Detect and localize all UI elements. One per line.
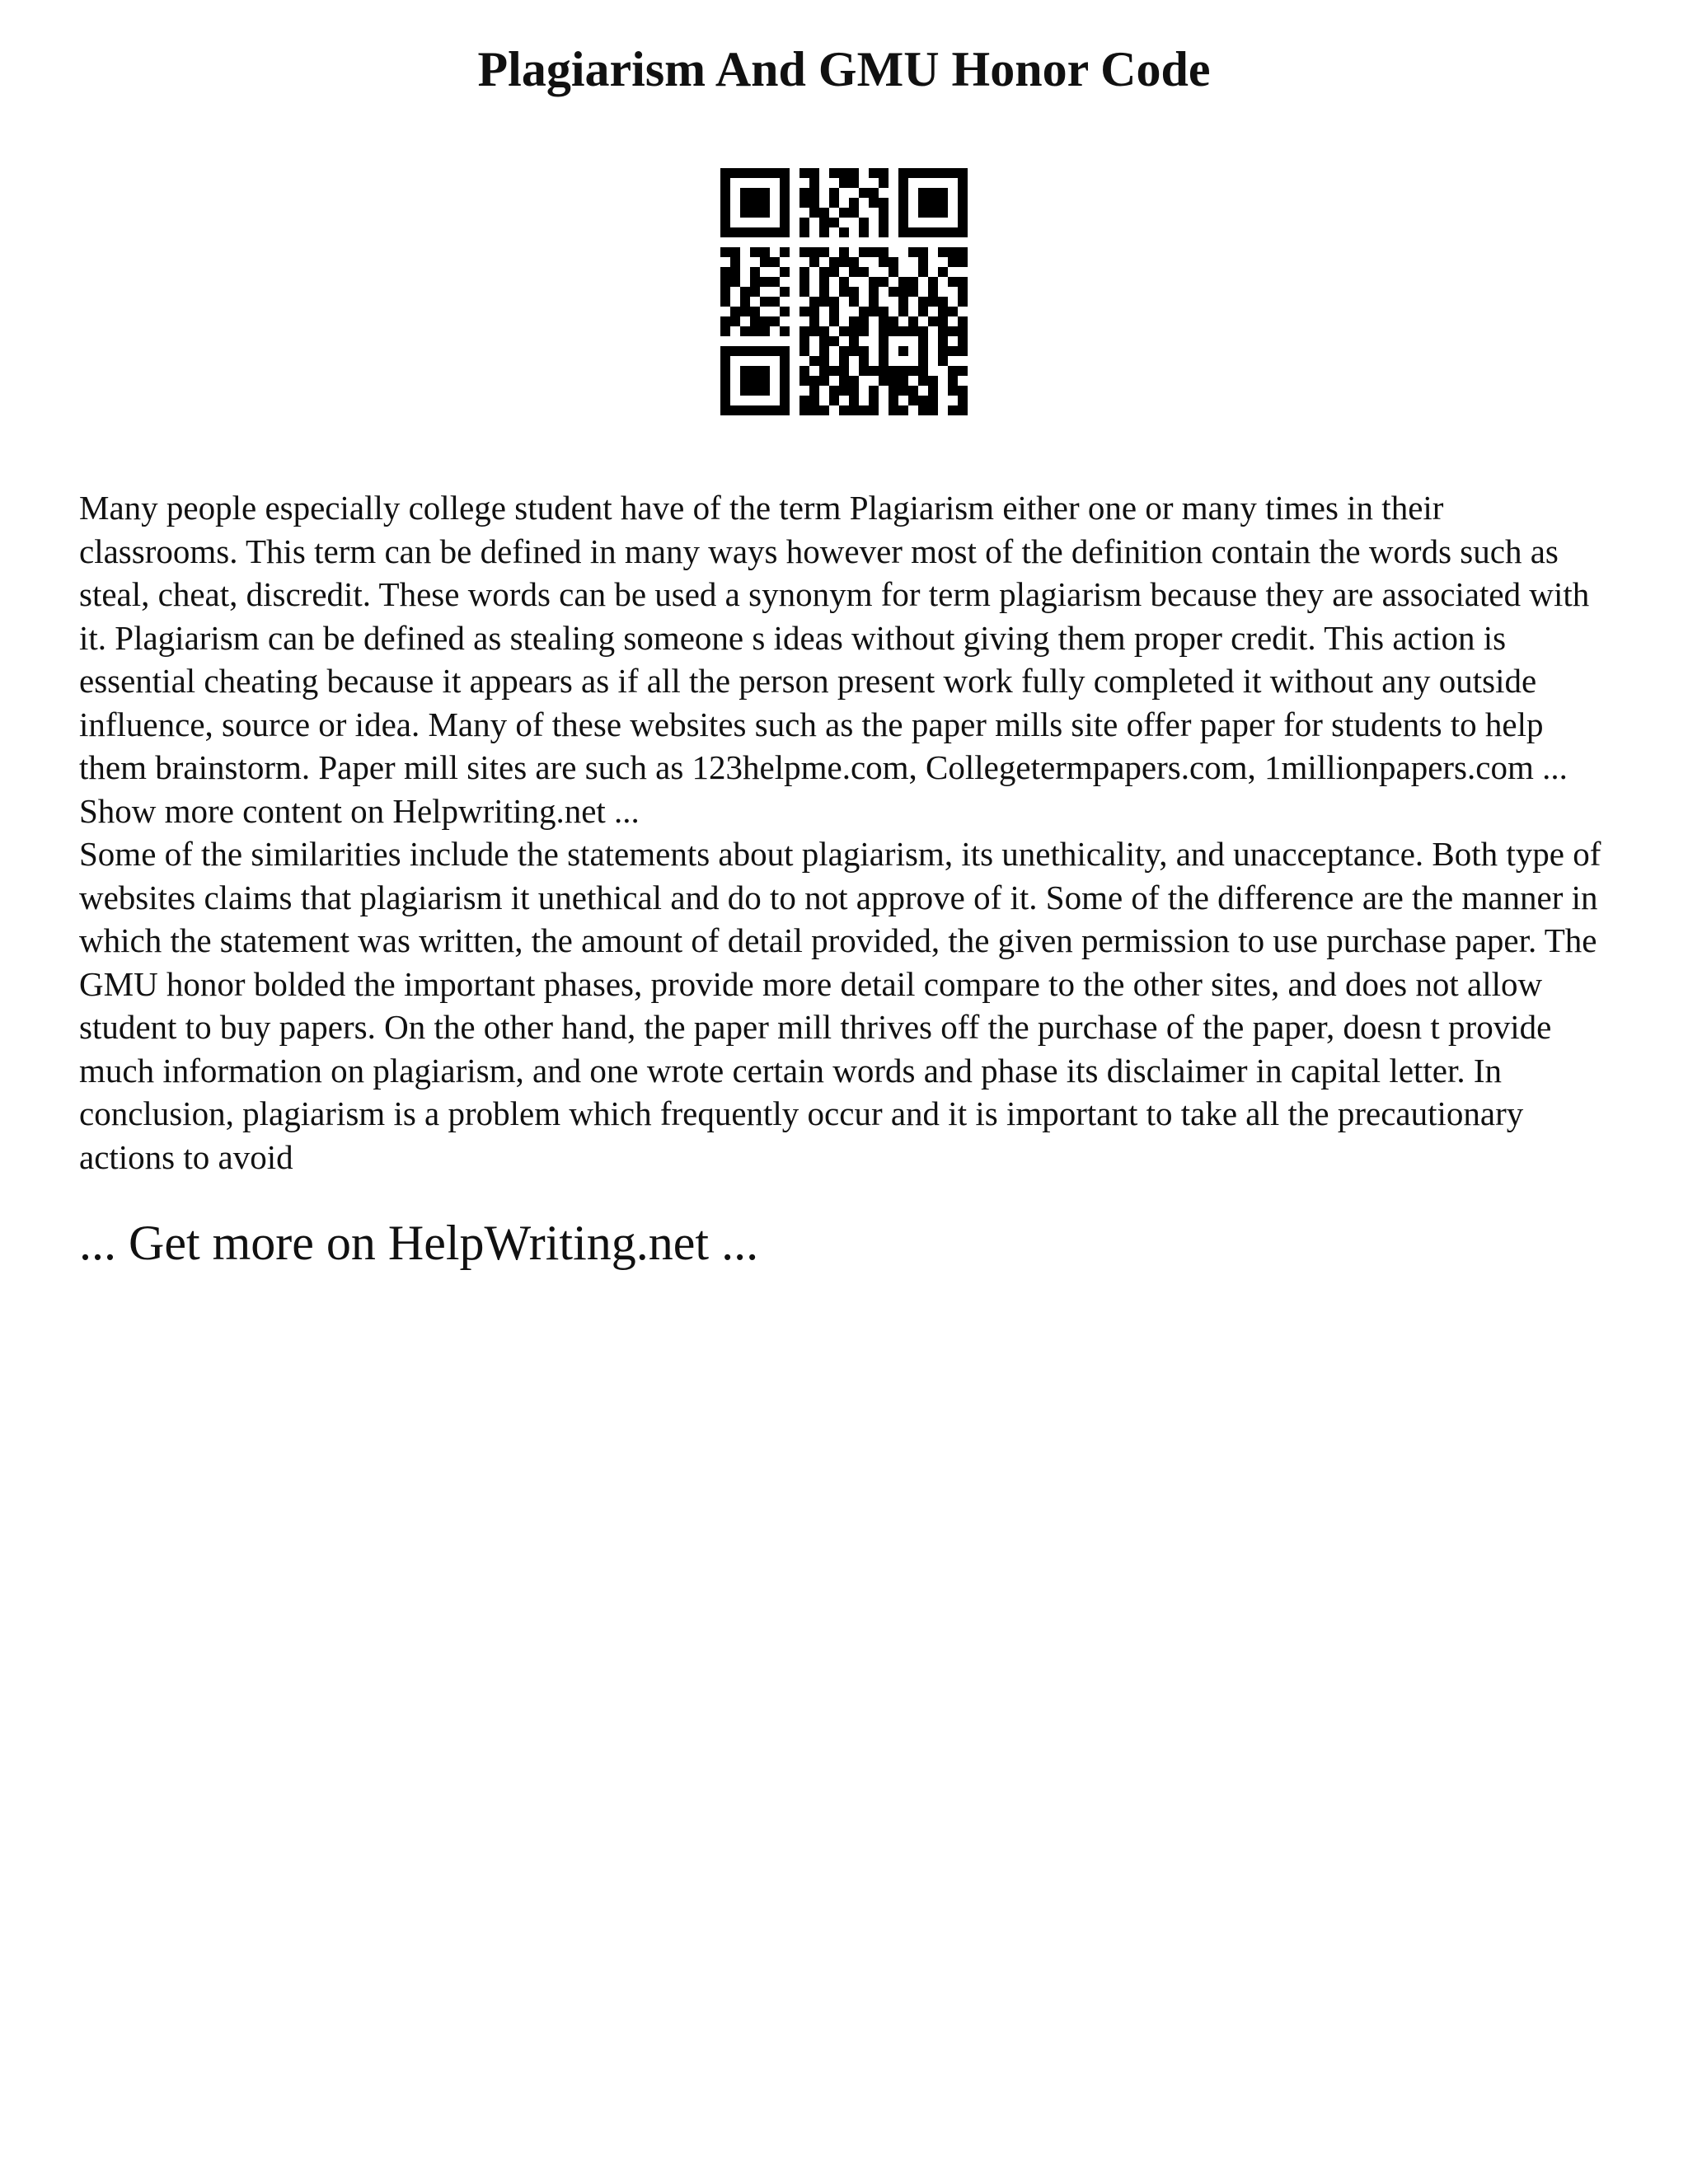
paragraph-1: Many people especially college student have of the term Plagiarism either one or many times in their classrooms. This term can be defined in many ways however most of the definition contain the words such as steal, cheat, discredit. These words can be used a synonym for term plagiarism because they are associated with it. Plagiarism can be defined as stealing someone s ideas without giving them proper credit. This action is essential cheating because it appears as if all the person present work fully completed it without any outside influence, source or idea. Many of these websites such as the paper mills site offer paper for students to help them brainstorm. Paper mill sites are such as 123helpme.com, Collegetermpapers.com, 1millionpapers.com ... Show more content on Helpwriting.net ... [79, 489, 1590, 830]
document-title: Plagiarism And GMU Honor Code [477, 42, 1211, 96]
paragraph-2: Some of the similarities include the statements about plagiarism, its unethicality, and unacceptance. Both type of websites claims that plagiarism it unethical and do to not approve of it. Some of the difference are the manner in which the statement was written, the amount of detail provided, the given permission to use purchase paper. The GMU honor bolded the important phases, provide more detail compare to the other sites, and does not allow student to buy papers. On the other hand, the paper mill thrives off the purchase of the paper, doesn t provide much information on plagiarism, and one wrote certain words and phase its disclaimer in capital letter. In conclusion, plagiarism is a problem which frequently occur and it is important to take all the precautionary actions to avoid [79, 835, 1601, 1176]
qr-code-container [79, 168, 1609, 415]
get-more-link[interactable]: ... Get more on HelpWriting.net ... [79, 1216, 759, 1270]
document-body [79, 486, 1609, 1179]
qr-code-icon [720, 168, 968, 415]
